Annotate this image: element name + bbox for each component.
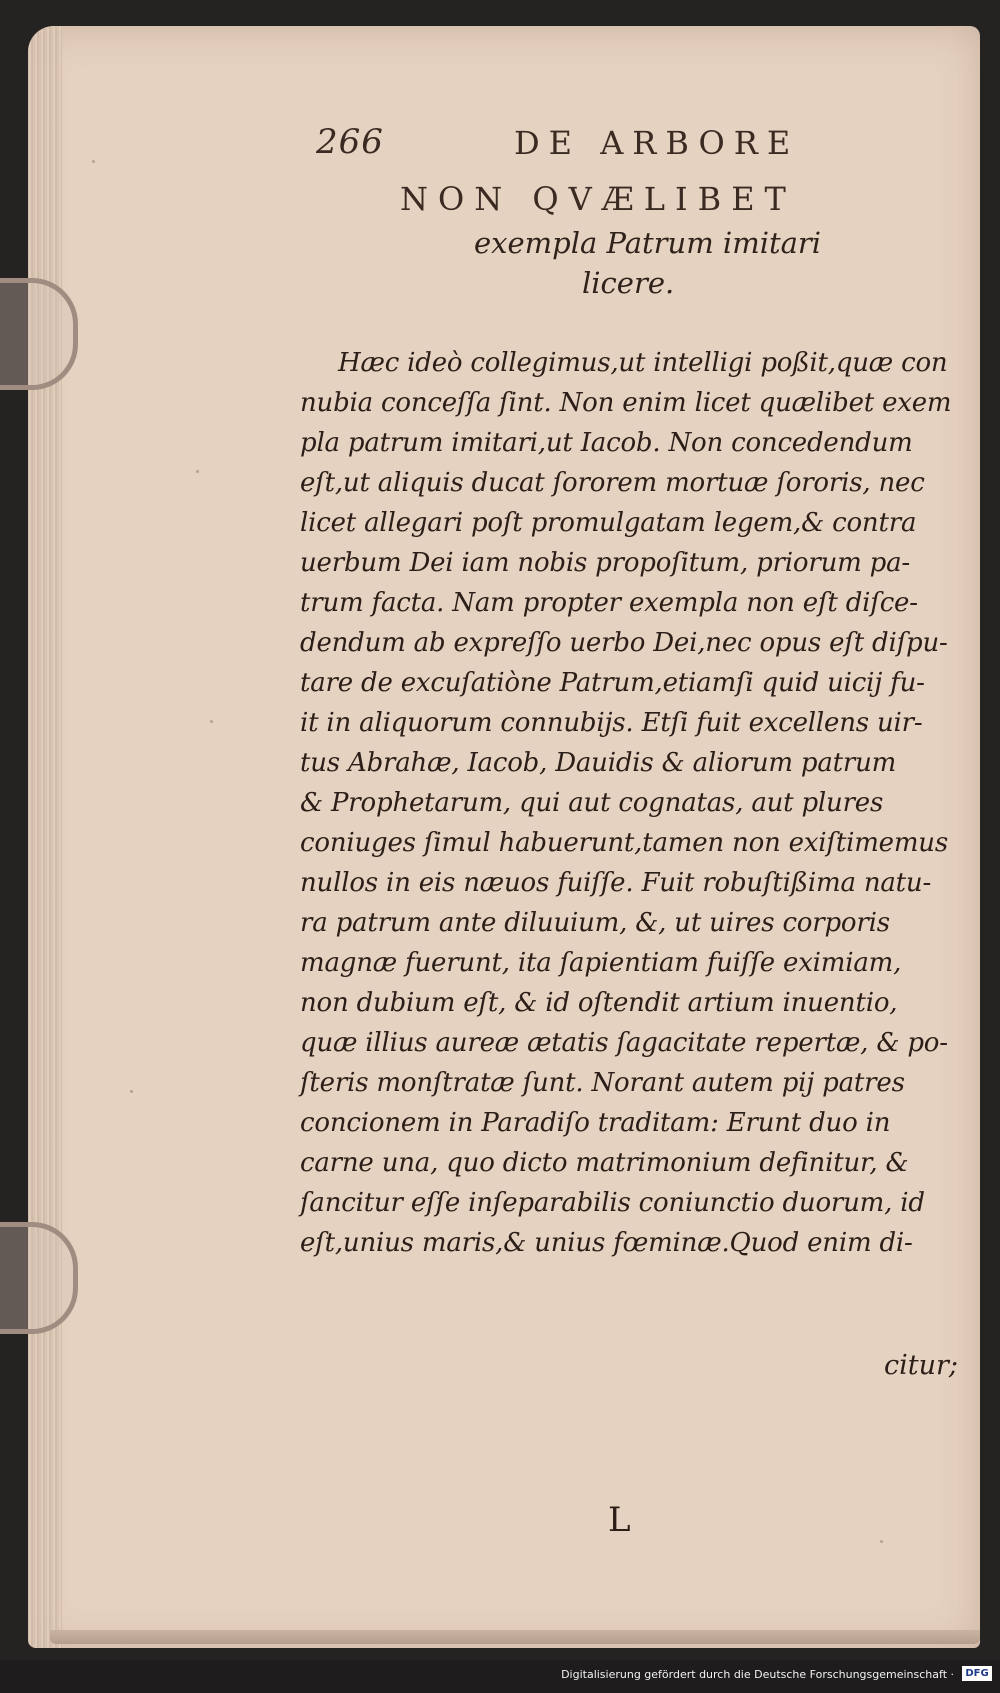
body-line: non dubium eſt, & id oſtendit artium inuentio, [300, 988, 898, 1018]
body-line: coniuges ſimul habuerunt,tamen non exiſtimemus [300, 828, 948, 858]
body-line: uerbum Dei iam nobis propoſitum, priorum pa- [300, 548, 910, 578]
body-line: eſt,unius maris,& unius fœminæ.Quod enim di- [300, 1228, 913, 1258]
body-line: magnæ fuerunt, ita ſapientiam fuiſſe eximiam, [300, 948, 902, 978]
body-line: ſancitur eſſe inſeparabilis coniunctio duorum, id [300, 1188, 925, 1218]
running-head [316, 122, 816, 172]
body-line: dendum ab expreſſo uerbo Dei,nec opus eſt diſpu- [300, 628, 948, 658]
body-line: nubia conceſſa ſint. Non enim licet quælibet exem [300, 388, 952, 418]
paper-speck [196, 470, 199, 473]
body-line: tus Abrahæ, Iacob, Dauidis & aliorum patrum [300, 748, 897, 778]
body-line: & Prophetarum, qui aut cognatas, aut plures [300, 788, 884, 818]
body-line: quæ illius aureæ ætatis ſagacitate repertæ, & po- [300, 1028, 948, 1058]
body-line: tare de excuſatiòne Patrum,etiamſi quid uicij fu- [300, 668, 925, 698]
section-subtitle-line: exempla Patrum imitari [474, 226, 822, 260]
paper-speck [880, 1540, 883, 1543]
catchword: citur; [884, 1350, 958, 1381]
page-bottom-edge [50, 1630, 980, 1644]
dfg-logo: DFG [962, 1666, 992, 1681]
digitization-credit: Digitalisierung gefördert durch die Deutsche Forschungsgemeinschaft · [561, 1668, 954, 1681]
section-title: NON QVÆLIBET [400, 180, 796, 218]
page-number: 266 [316, 122, 384, 162]
paper-speck [92, 160, 95, 163]
body-line: nullos in eis næuos fuiſſe. Fuit robuſtißima natu- [300, 868, 932, 898]
page-edge-stack [28, 26, 62, 1648]
body-line: licet allegari poſt promulgatam legem,& contra [300, 508, 917, 538]
body-line: trum facta. Nam propter exempla non eſt diſce- [300, 588, 918, 618]
body-line: carne una, quo dicto matrimonium definitur, & [300, 1148, 909, 1178]
signature-mark: L [608, 1500, 631, 1540]
body-line: it in aliquorum connubijs. Etſi fuit excellens uir- [300, 708, 923, 738]
body-line: Hæc ideò collegimus,ut intelligi poßit,quæ con [338, 348, 948, 378]
running-title: DE ARBORE [514, 124, 800, 162]
paper-speck [130, 1090, 133, 1093]
body-line: eſt,ut aliquis ducat ſororem mortuæ ſororis, nec [300, 468, 925, 498]
body-line: ſteris monſtratæ ſunt. Norant autem pij patres [300, 1068, 905, 1098]
body-line: concionem in Paradiſo traditam: Erunt duo in [300, 1108, 891, 1138]
book-clamp-top [0, 278, 78, 390]
body-line: ra patrum ante diluuium, &, ut uires corporis [300, 908, 890, 938]
book-clamp-bottom [0, 1222, 78, 1334]
section-subtitle-line: licere. [582, 266, 675, 300]
paper-speck [210, 720, 213, 723]
body-line: pla patrum imitari,ut Iacob. Non concedendum [300, 428, 913, 458]
